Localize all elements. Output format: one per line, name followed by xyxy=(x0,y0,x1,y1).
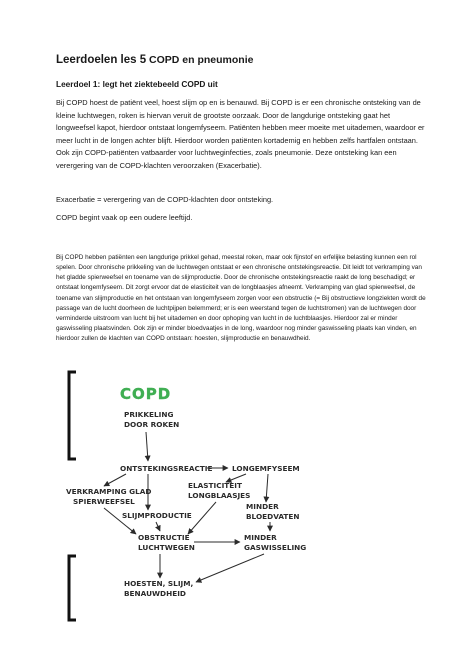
bracket-bottom xyxy=(69,556,76,620)
node-gaswisseling-line1: MINDER xyxy=(244,533,277,542)
arrow-prikkeling-ontsteking xyxy=(146,432,148,461)
node-longemfyseem: LONGEMFYSEEM xyxy=(232,464,300,473)
arrow-emfyseem-bloedvaten xyxy=(266,474,268,502)
node-hoesten-line1: HOESTEN, SLIJM, xyxy=(124,579,194,588)
arrow-elasticiteit-obstructie xyxy=(188,502,216,534)
section-heading: Leerdoel 1: legt het ziektebeeld COPD uit xyxy=(56,79,218,89)
title-prefix: Leerdoelen les 5 xyxy=(56,54,147,66)
page-title xyxy=(56,54,253,66)
paragraph-intro: Bij COPD hoest de patiënt veel, hoest slijm op en is benauwd. Bij COPD is er een chronische ontsteking van de kleine luchtwegen, roken is hiervan veruit de grootste oorzaak. Door de langdurige ontsteking gaat het longweefsel kapot, hierdoor ontstaat longemfyseem. Patiënten hebben meer moeite met uitademen, waardoor er meer lucht in de longen achter blijft. Hierdoor worden patiënten kortademig en hebben zelfs hartfalen ontstaan. Ook zijn COPD-patiënten vatbaarder voor luchtweginfecties, zoals pneumonie. Deze ontsteking kan een verergering van de COPD-klachten veroorzaken (Exacerbatie). xyxy=(56,98,425,170)
arrow-ontsteking-verkramping xyxy=(104,474,126,486)
bracket-top xyxy=(69,372,76,459)
diagram-title: COPD xyxy=(120,385,172,403)
arrow-slijm-obstructie xyxy=(156,522,160,531)
paragraph-pathofysiologie: Bij COPD hebben patiënten een langdurige prikkel gehad, meestal roken, maar ook fijnstof en erfelijke belasting kunnen een rol spelen. Door chronische prikkeling van de luchtwegen ontstaat er een chronische ontstekingsreactie. Dit leidt tot verkramping van het gladde spierweefsel en toename van de slijmproductie. Door de chronische ontstekingsreactie raakt de long beschadigd; er ontstaat longemfyseem. Dit zorgt ervoor dat de elasticiteit van de longblaasjes afneemt. Verkramping van glad spierweefsel, de toename van slijmproductie en het ontstaan van longemfyseem zorgen voor een obstructie (= Bij obstructieve longziekten wordt de passage van de lucht doorheen de luchtpijpen belemmerd; er is een weerstand tegen de luchtstromen) van de luchtwegen door verminderde uitstroom van lucht bij het uitademen en door ophoping van lucht in de luchtblaasjes. Hierdoor zal er minder gaswisseling plaatsvinden. Ook zijn er minder bloedvaatjes in de long, waardoor nog minder gaswisseling plaats kan vinden, en hierdoor zullen de klachten van COPD ontstaan: hoesten, slijmproductie en benauwdheid. xyxy=(56,254,426,343)
node-prikkeling-line1: PRIKKELING xyxy=(124,410,174,419)
node-bloedvaten-line1: MINDER xyxy=(246,502,279,511)
node-gaswisseling-line2: GASWISSELING xyxy=(244,543,307,552)
node-obstructie-line2: LUCHTWEGEN xyxy=(138,543,195,552)
arrow-gaswisseling-hoesten xyxy=(196,554,264,582)
node-bloedvaten-line2: BLOEDVATEN xyxy=(246,512,300,521)
paragraph-leeftijd: COPD begint vaak op een oudere leeftijd. xyxy=(56,213,193,222)
node-elasticiteit-line1: ELASTICITEIT xyxy=(188,481,242,490)
node-hoesten-line2: BENAUWDHEID xyxy=(124,589,186,598)
node-slijmproductie: SLIJMPRODUCTIE xyxy=(122,511,192,520)
paragraph-exacerbatie: Exacerbatie = verergering van de COPD-klachten door ontsteking. xyxy=(56,195,274,204)
node-ontstekingsreactie: ONTSTEKINGSREACTIE xyxy=(120,464,213,473)
node-prikkeling-line2: DOOR ROKEN xyxy=(124,420,180,429)
node-verkramping-line1: VERKRAMPING GLAD xyxy=(66,487,152,496)
node-elasticiteit-line2: LONGBLAASJES xyxy=(188,491,251,500)
title-rest: COPD en pneumonie xyxy=(149,54,254,66)
copd-flow-diagram xyxy=(56,366,426,630)
node-obstructie-line1: OBSTRUCTIE xyxy=(138,533,190,542)
node-verkramping-line2: SPIERWEEFSEL xyxy=(73,497,135,506)
